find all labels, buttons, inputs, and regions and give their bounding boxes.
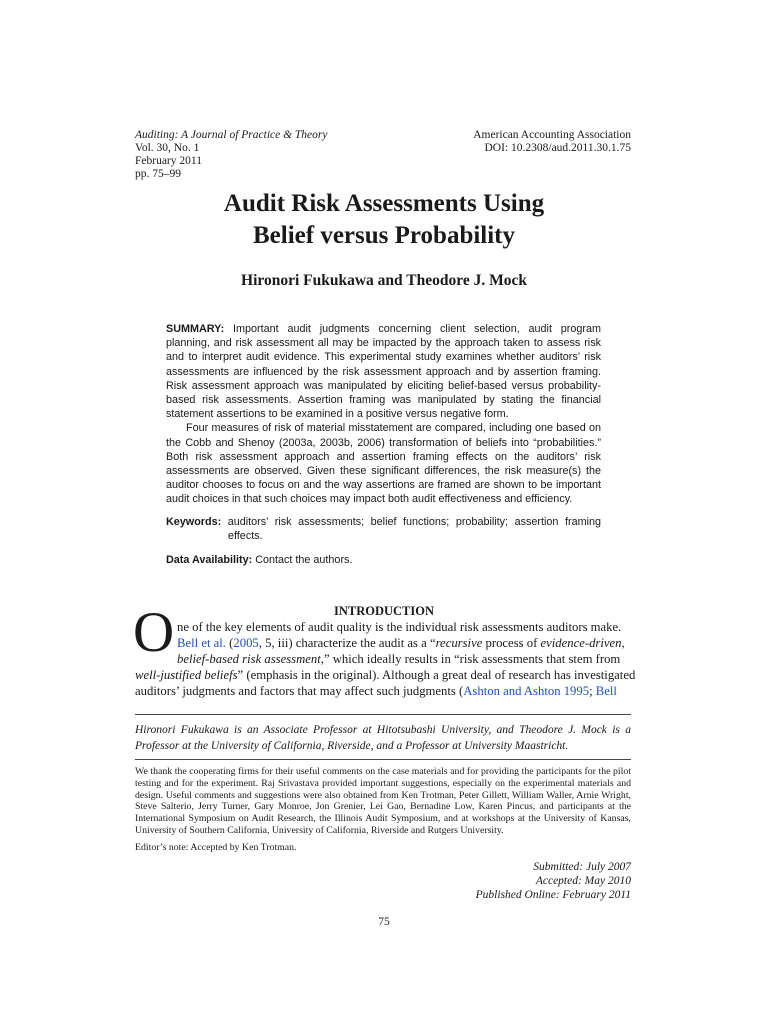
journal-date: February 2011 bbox=[135, 155, 202, 167]
keywords bbox=[166, 515, 601, 543]
data-availability bbox=[166, 553, 601, 567]
abstract bbox=[166, 322, 601, 567]
submitted-date: Submitted: July 2007 bbox=[533, 861, 631, 873]
publication-dates bbox=[476, 860, 631, 902]
journal-volume: Vol. 30, No. 1 bbox=[135, 142, 200, 154]
editor-note: Editor’s note: Accepted by Ken Trotman. bbox=[135, 841, 297, 853]
summary-paragraph-2: Four measures of risk of material misstatement are compared, including one based on the Cobb and Shenoy (2003a, 2003b, 2006) transformation of beliefs into “probabilities.” Both risk assessment approach and assertion framing effects on the auditors’ risk assessments are observed. Given these significant differences, the risk measure(s) the auditor chooses to focus on and the way assertions are framed are shown to be important audit choices in that such choices may impact both audit effectiveness and efficiency. bbox=[166, 422, 601, 506]
citation-link-bell[interactable]: Bell et al. bbox=[177, 636, 226, 650]
journal-header-right bbox=[473, 129, 631, 155]
author-affiliation: Hironori Fukukawa is an Associate Professor at Hitotsubashi University, and Theodore J. Mock is a Professor at the University of California, Riverside, and a Professor at University Maastricht. bbox=[135, 724, 631, 752]
intro-line-4 bbox=[135, 667, 635, 683]
accepted-date: Accepted: May 2010 bbox=[535, 875, 631, 887]
page-number: 75 bbox=[378, 916, 390, 928]
summary-paragraph bbox=[166, 322, 601, 421]
summary-text: Important audit judgments concerning client selection, audit program planning, and risk assessment all may be impacted by the approach taken to assess risk and to interpret audit evidence. This experimental study examines whether auditors’ risk assessments are influenced by the risk assessment approach and by assertion framing. Risk assessment approach was manipulated by eliciting belief-based versus probability-based risk assessments. Assertion framing was manipulated by stating the financial statement assertions to be examined in a positive versus negative form. bbox=[166, 323, 601, 421]
intro-text-fragment: ,” which ideally results in “risk assessments that stem from bbox=[320, 652, 621, 666]
citation-link-bell-2[interactable]: Bell bbox=[595, 684, 617, 698]
acknowledgment-text: We thank the cooperating firms for their useful comments on the case materials and for providing the participants for the pilot testing and for the experiment. Raj Srivastava provided important suggestions, especially on the experimental materials and design. Useful comments and suggestions were also obtained from Ken Trotman, Peter Gillett, William Waller, Arnie Wright, Steve Salterio, Jerry Turner, Gary Monroe, Jon Grenier, Lei Gao, Bernadine Low, Karen Pincus, and participants at the International Symposium on Audit Research, the Illinois Audit Symposium, and at workshops at the University of Kansas, University of Southern California, University of California, Riverside and Rutgers University. bbox=[135, 766, 631, 836]
intro-text-fragment: process of bbox=[482, 636, 541, 650]
citation-link-ashton[interactable]: Ashton and Ashton 1995 bbox=[463, 684, 590, 698]
acknowledgments bbox=[135, 766, 631, 854]
published-date: Published Online: February 2011 bbox=[475, 889, 631, 901]
intro-text-emphasis: belief-based risk assessment bbox=[177, 652, 321, 666]
intro-text-fragment: ” (emphasis in the original). Although a great deal of research has investigated bbox=[237, 668, 636, 682]
introduction-heading: INTRODUCTION bbox=[333, 604, 434, 618]
intro-line-2 bbox=[177, 635, 625, 651]
summary-label: SUMMARY: bbox=[166, 323, 225, 335]
intro-text-emphasis: evidence-driven, bbox=[540, 636, 625, 650]
data-availability-label: Data Availability: bbox=[166, 554, 253, 567]
data-availability-text: Contact the authors. bbox=[252, 554, 353, 567]
paper-title bbox=[0, 188, 768, 252]
journal-name: Auditing: A Journal of Practice & Theory bbox=[135, 129, 328, 141]
doi: DOI: 10.2308/aud.2011.30.1.75 bbox=[484, 142, 631, 154]
journal-pages: pp. 75–99 bbox=[135, 168, 181, 180]
intro-line-1: ne of the key elements of audit quality is the individual risk assessments auditors make. bbox=[177, 620, 622, 634]
title-line-1: Audit Risk Assessments Using bbox=[223, 190, 545, 217]
citation-link-2005[interactable]: 2005 bbox=[233, 636, 259, 650]
journal-header-left bbox=[135, 129, 328, 181]
divider bbox=[135, 714, 631, 715]
intro-text-fragment: ( bbox=[225, 636, 234, 650]
publisher: American Accounting Association bbox=[473, 129, 631, 141]
intro-text-emphasis: well-justified beliefs bbox=[135, 668, 238, 682]
divider bbox=[135, 759, 631, 760]
keywords-label: Keywords: bbox=[166, 515, 222, 528]
intro-line-5 bbox=[135, 683, 617, 699]
intro-line-3 bbox=[177, 651, 620, 667]
keywords-text: auditors’ risk assessments; belief functions; probability; assertion framing effects. bbox=[221, 515, 601, 542]
title-line-2: Belief versus Probability bbox=[252, 222, 516, 249]
drop-cap: O bbox=[133, 601, 175, 664]
intro-text-fragment: auditors’ judgments and factors that may affect such judgments ( bbox=[135, 684, 464, 698]
intro-text-fragment: ; bbox=[589, 684, 596, 698]
intro-text-emphasis: recursive bbox=[435, 636, 483, 650]
intro-text-fragment: , 5, iii) characterize the audit as a “ bbox=[258, 636, 436, 650]
authors: Hironori Fukukawa and Theodore J. Mock bbox=[241, 272, 527, 289]
